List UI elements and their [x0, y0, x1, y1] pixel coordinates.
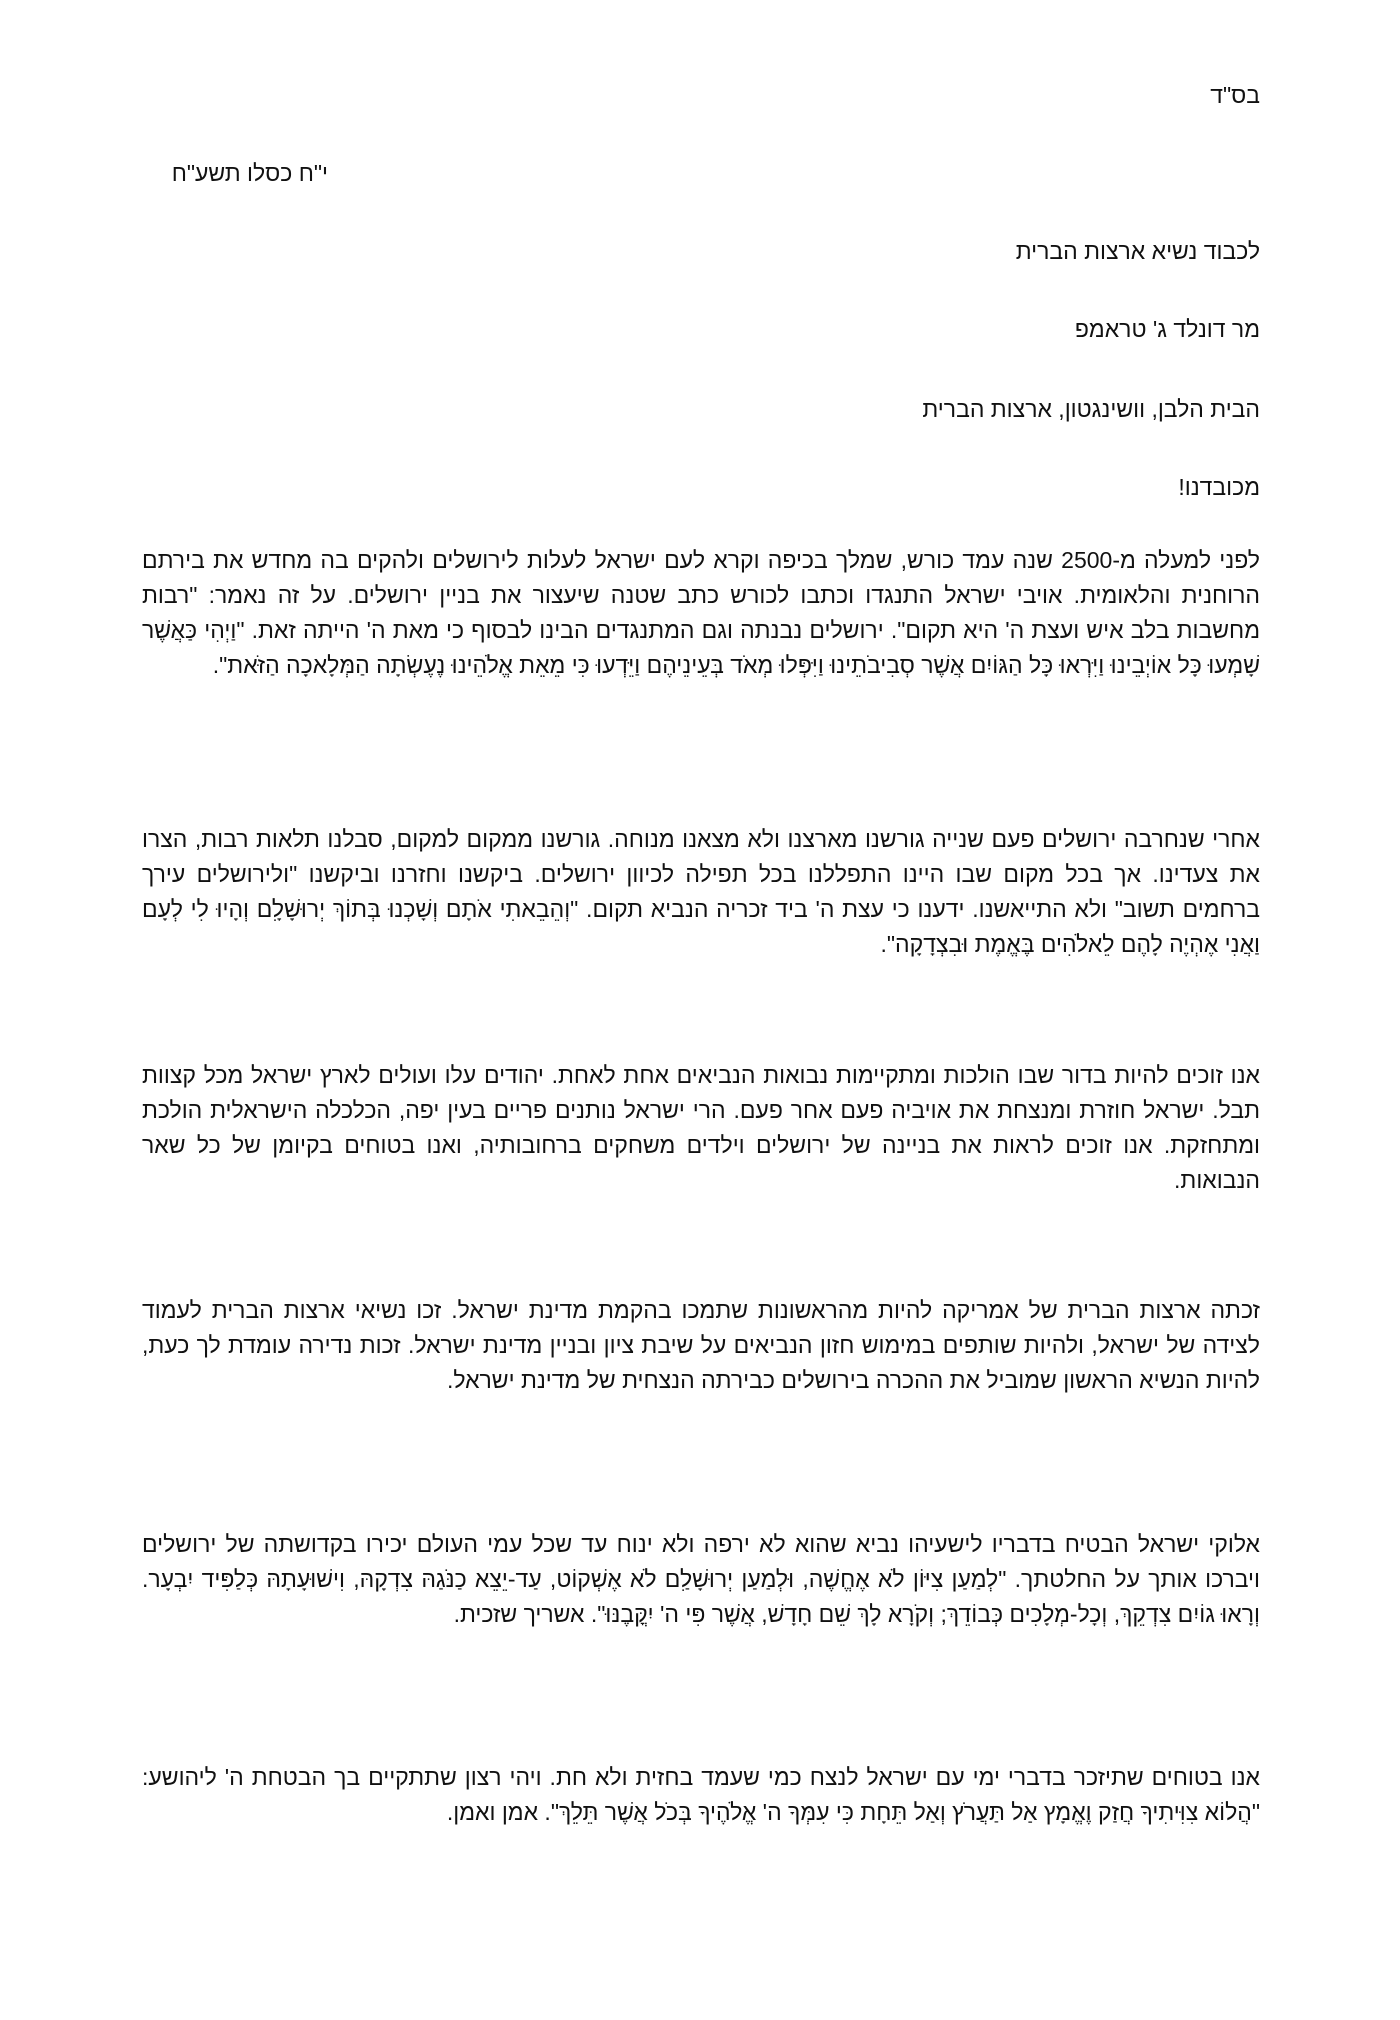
letter-paragraph-3: אנו זוכים להיות בדור שבו הולכות ומתקיימות נבואות הנביאים אחת לאחת. יהודים עלו ועולים לארץ ישראל מכל קצוות תבל. ישראל חוזרת ומנצחת את אויביה פעם אחר פעם. הרי ישראל נותנים פריים בעין יפה, הכלכלה הישראלית הולכת ומתחזקת. אנו זוכים לראות את בניינה של ירושלים וילדים משחקים ברחובותיה, ואנו בטוחים בקיומן של כל שאר הנבואות.: [142, 1062, 1260, 1193]
letter-paragraph-2: אחרי שנחרבה ירושלים פעם שנייה גורשנו מארצנו ולא מצאנו מנוחה. גורשנו ממקום למקום, סבלנו תלאות רבות, הצרו את צעדינו. אך בכל מקום שבו היינו התפללנו בכל תפילה לכיוון ירושלים. ביקשנו וחזרנו וביקשנו "ולירושלים עירך ברחמים תשוב" ולא התייאשנו. ידענו כי עצת ה' ביד זכריה הנביא תקום. "וְהֵבֵאתִי אֹתָם וְשָׁכְנוּ בְּתוֹךְ יְרוּשָׁלִָם וְהָיוּ לִי לְעָם וַאֲנִי אֶהְיֶה לָהֶם לֵאלֹהִים בֶּאֱמֶת וּבִצְדָקָה".: [142, 826, 1260, 957]
recipient-address: הבית הלבן, וושינגטון, ארצות הברית: [922, 396, 1260, 422]
letter-paragraph-6: אנו בטוחים שתיזכר בדברי ימי עם ישראל לנצח כמי שעמד בחזית ולא חת. ויהי רצון שתתקיים בך הבטחת ה' ליהושע: "הֲלוֹא צִוִּיתִיךָ חֲזַק וֶאֱמָץ אַל תַּעֲרֹץ וְאַל תֵּחָת כִּי עִמְּךָ ה' אֱלֹהֶיךָ בְּכֹל אֲשֶׁר תֵּלֵךְ". אמן ואמן.: [142, 1764, 1260, 1825]
letter-paragraph-1: לפני למעלה מ-2500 שנה עמד כורש, שמלך בכיפה וקרא לעם ישראל לעלות לירושלים ולהקים בה מחדש את בירתם הרוחנית והלאומית. אויבי ישראל התנגדו וכתבו לכורש כתב שטנה שיעצור את בניין ירושלים. על זה נאמר: "רבות מחשבות בלב איש ועצת ה' היא תקום". ירושלים נבנתה וגם המתנגדים הבינו לבסוף כי מאת ה' הייתה זאת. "וַיְהִי כַּאֲשֶׁר שָׁמְעוּ כָּל אוֹיְבֵינוּ וַיִּרְאוּ כָּל הַגּוֹיִם אֲשֶׁר סְבִיבֹתֵינוּ וַיִּפְּלוּ מְאֹד בְּעֵינֵיהֶם וַיֵּדְעוּ כִּי מֵאֵת אֱלֹהֵינוּ נֶעֶשְׂתָה הַמְּלָאכָה הַזֹּאת".: [142, 547, 1260, 678]
salutation: מכובדנו!: [1178, 474, 1260, 500]
letter-paragraph-4: זכתה ארצות הברית של אמריקה להיות מהראשונות שתמכו בהקמת מדינת ישראל. זכו נשיאי ארצות הברית לעמוד לצידה של ישראל, ולהיות שותפים במימוש חזון הנביאים על שיבת ציון ובניין מדינת ישראל. זכות נדירה עומדת לך כעת, להיות הנשיא הראשון שמוביל את ההכרה בירושלים כבירתה הנצחית של מדינת ישראל.: [142, 1297, 1260, 1393]
letter-paragraph-5: אלוקי ישראל הבטיח בדבריו לישעיהו נביא שהוא לא ירפה ולא ינוח עד שכל עמי העולם יכירו בקדושתה של ירושלים ויברכו אותך על החלטתך. "לְמַעַן צִיּוֹן לֹא אֶחֱשֶׁה, וּלְמַעַן יְרוּשָׁלִַם לֹא אֶשְׁקוֹט, עַד-יֵצֵא כַנֹּגַהּ צִדְקָהּ, וִישׁוּעָתָהּ כְּלַפִּיד יִבְעָר. וְרָאוּ גוֹיִם צִדְקֵךְ, וְכָל-מְלָכִים כְּבוֹדֵךְ; וְקֹרָא לָךְ שֵׁם חָדָשׁ, אֲשֶׁר פִּי ה' יִקֳּבֶנּוּ". אשריך שזכית.: [142, 1531, 1260, 1627]
blessing-header: בס"ד: [1210, 82, 1260, 108]
letter-date: י"ח כסלו תשע"ח: [171, 160, 328, 186]
recipient-title: לכבוד נשיא ארצות הברית: [1015, 238, 1260, 264]
recipient-name: מר דונלד ג' טראמפ: [1074, 316, 1260, 342]
